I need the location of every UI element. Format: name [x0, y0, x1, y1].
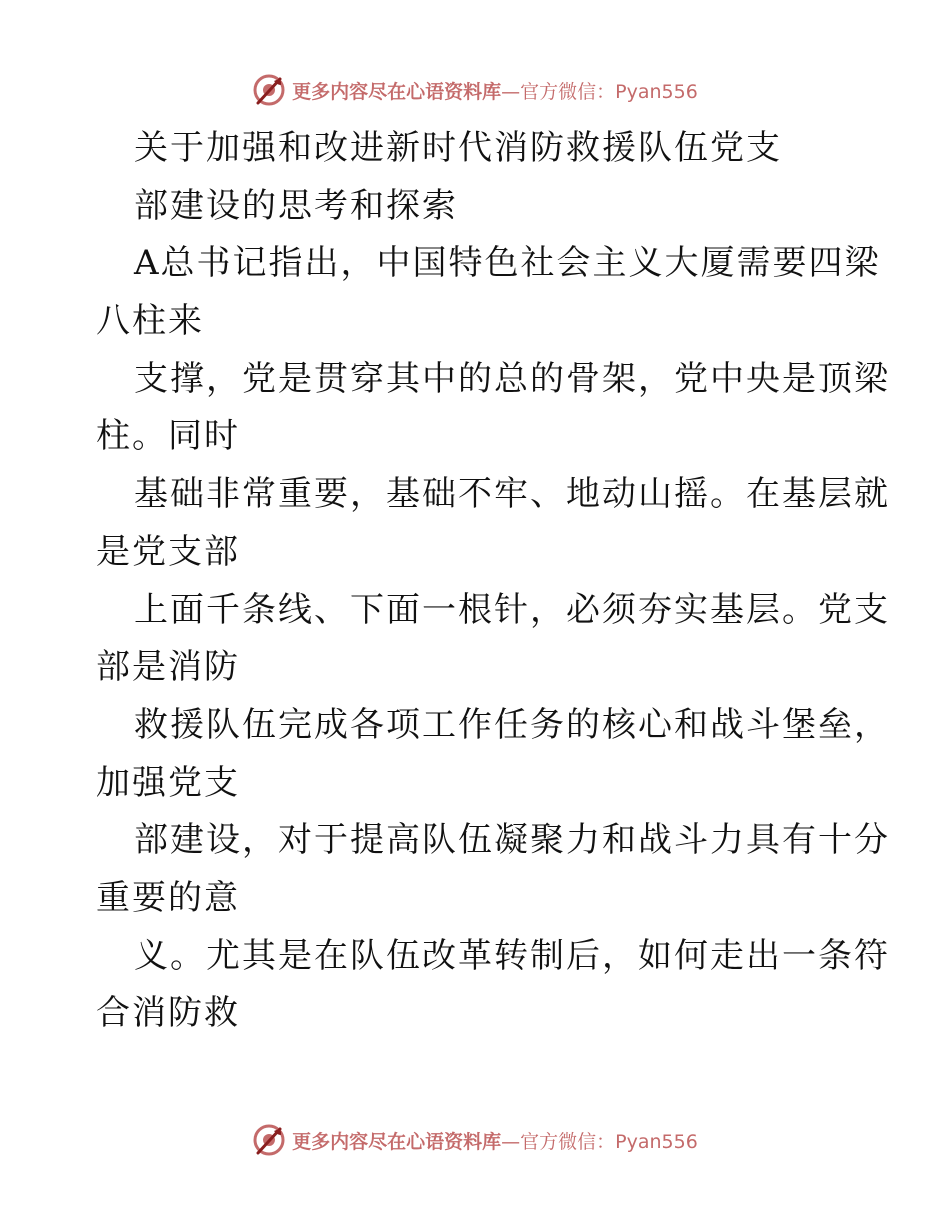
paragraph-line: 柱。同时 [96, 416, 240, 457]
paragraph-line: 是党支部 [96, 531, 240, 572]
paragraph-line: 部建设，对于提高队伍凝聚力和战斗力具有十分 [134, 820, 890, 861]
paragraph-line: 支撑，党是贯穿其中的总的骨架，党中央是顶梁 [134, 358, 890, 399]
paragraph-line: 义。尤其是在队伍改革转制后，如何走出一条符 [134, 935, 890, 976]
paragraph-line: 重要的意 [96, 877, 240, 918]
paragraph-line: 八柱来 [96, 301, 204, 342]
paragraph-line: A总书记指出，中国特色社会主义大厦需要四梁 [134, 243, 881, 284]
paragraph-line: 救援队伍完成各项工作任务的核心和战斗堡垒， [134, 704, 890, 745]
paragraph-line: 合消防救 [96, 993, 240, 1034]
document-title-line-2: 部建设的思考和探索 [134, 185, 458, 226]
document-title-line-1: 关于加强和改进新时代消防救援队伍党支 [134, 128, 782, 168]
header-watermark [0, 72, 950, 108]
footer-watermark [0, 1122, 950, 1158]
paragraph-line: 部是消防 [96, 647, 240, 688]
watermark-contact: —官方微信：Pyan556 [501, 1130, 698, 1153]
watermark-site-name: 更多内容尽在心语资料库 [292, 1130, 502, 1153]
paragraph-line: 上面千条线、下面一根针，必须夯实基层。党支 [134, 589, 890, 630]
paragraph-line: 加强党支 [96, 762, 240, 803]
quill-logo-icon [252, 1123, 286, 1157]
quill-logo-icon [252, 73, 286, 107]
watermark-contact: —官方微信：Pyan556 [501, 80, 698, 103]
document-body [96, 120, 890, 1043]
watermark-site-name: 更多内容尽在心语资料库 [292, 80, 502, 103]
paragraph-line: 基础非常重要，基础不牢、地动山摇。在基层就 [134, 474, 890, 515]
